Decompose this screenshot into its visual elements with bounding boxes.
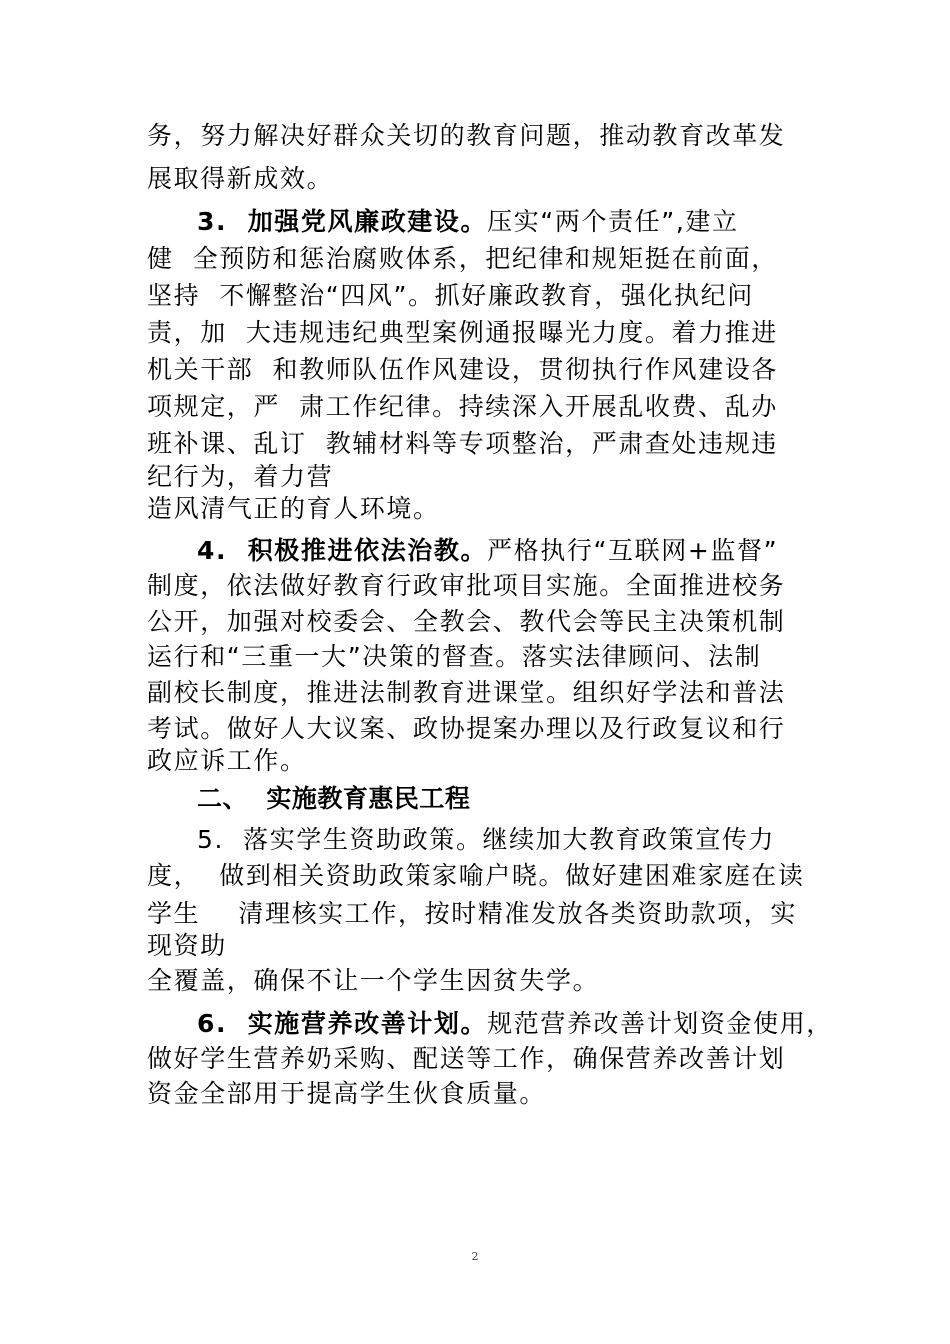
paragraph-line: 健 全预防和惩治腐败体系，把纪律和规矩挺在前面， <box>147 244 778 273</box>
item-3-text: 压实“两个责任”,建立 <box>487 207 739 236</box>
paragraph-line: 现资助 <box>147 931 227 960</box>
paragraph-line: 机关干部 和教师队伍作风建设，贯彻执行作风建设各 <box>147 355 778 384</box>
paragraph-line: 务，努力解决好群众关切的教育问题，推动教育改革发 <box>147 121 786 150</box>
paragraph-line: 做好学生营养奶采购、配送等工作，确保营养改善计划 <box>147 1044 786 1073</box>
paragraph-line: 班补课、乱订 教辅材料等专项整治，严肃查处违规违 <box>147 429 778 458</box>
item-6-first-line <box>197 1006 833 1042</box>
item-6-heading: 6. 实施营养改善计划。 <box>197 1009 488 1038</box>
paragraph-line: 纪行为，着力营 <box>147 462 334 491</box>
item-4-heading: 4. 积极推进依法治教。 <box>197 536 488 565</box>
paragraph-line: 运行和“三重一大”决策的督查。落实法律顾问、法制 <box>147 642 762 671</box>
section-heading: 二、 实施教育惠民工程 <box>197 784 471 813</box>
paragraph-line: 5. 落实学生资助政策。继续加大教育政策宣传力 <box>197 825 776 854</box>
paragraph-line: 学生 清理核实工作，按时精准发放各类资助款项，实 <box>147 899 797 928</box>
paragraph-line: 公开，加强对校委会、全教会、教代会等民主决策机制 <box>147 607 786 636</box>
paragraph-line: 资金全部用于提高学生伙食质量。 <box>147 1079 547 1108</box>
paragraph-line: 政应诉工作。 <box>147 746 307 775</box>
item-3-heading: 3. 加强党风廉政建设。 <box>197 207 488 236</box>
paragraph-line: 责，加 大违规违纪典型案例通报曝光力度。着力推进 <box>147 318 778 347</box>
paragraph-line: 展取得新成效。 <box>147 164 334 193</box>
item-4-first-line <box>197 533 778 569</box>
paragraph-line: 全覆盖，确保不让一个学生因贫失学。 <box>147 966 600 995</box>
paragraph-line: 造风清气正的育人环境。 <box>147 494 440 523</box>
paragraph-line: 坚持 不懈整治“四风”。抓好廉政教育，强化执纪问 <box>147 281 754 310</box>
paragraph-line: 副校长制度，推进法制教育进课堂。组织好学法和普法 <box>147 678 786 707</box>
item-4-text: 严格执行“互联网+监督” <box>487 536 779 565</box>
paragraph-line: 考试。做好人大议案、政协提案办理以及行政复议和行 <box>147 714 786 743</box>
paragraph-line: 制度，依法做好教育行政审批项目实施。全面推进校务 <box>147 571 786 600</box>
item-3-first-line <box>197 204 739 240</box>
page-number: 2 <box>471 1250 479 1263</box>
paragraph-line: 项规定，严 肃工作纪律。持续深入开展乱收费、乱办 <box>147 392 778 421</box>
paragraph-line: 度， 做到相关资助政策家喻户晓。做好建困难家庭在读 <box>147 861 805 890</box>
item-6-text: 规范营养改善计划资金使用， <box>487 1009 833 1038</box>
